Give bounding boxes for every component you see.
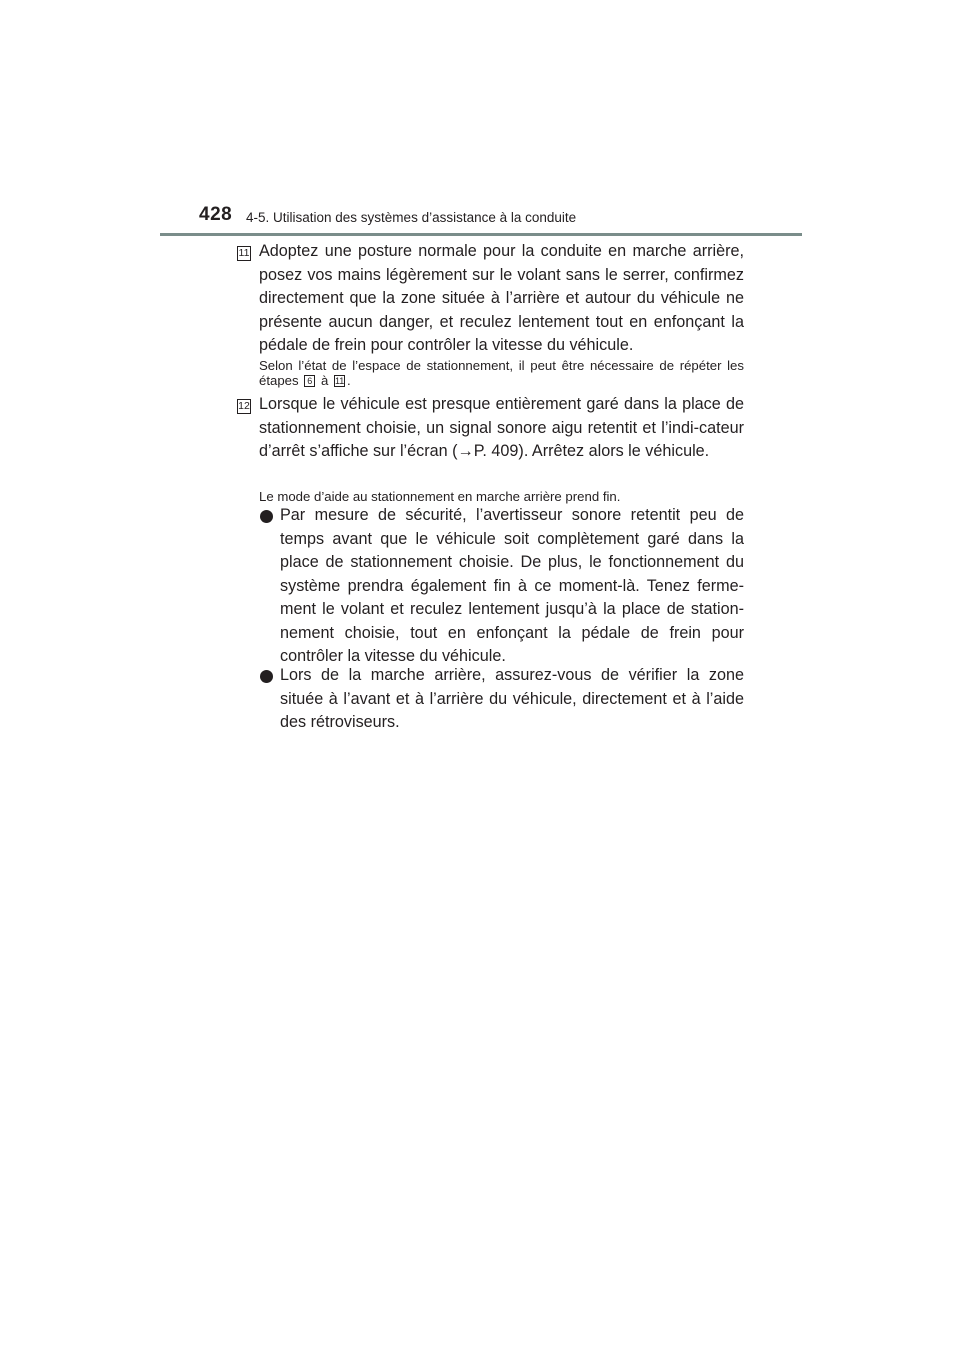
bullet-item: Lors de la marche arrière, assurez-vous de vérifier la zone située à l’avant et à l’arrière du véhicule, directement et à l’aide des rétroviseurs. [280,666,744,731]
page-number: 428 [199,204,233,225]
step-11-note-connector: à [320,373,329,388]
step-11-note [259,358,744,388]
step-11-marker: 11 [238,247,250,259]
bullet-dot-icon [260,670,273,683]
step-11-note-text: Selon l’état de l’espace de stationnement, il peut être nécessaire de répéter les étapes [259,358,744,388]
bullet-dot-icon [260,510,273,523]
step-11-text: Adoptez une posture normale pour la conduite en marche arrière, posez vos mains légèrement sur le volant sans le serrer, confirmez directement que la zone située à l’arrière et autour du véhicule ne présente aucun danger, et reculez lentement tout en enfonçant la pédale de frein pour contrôler la vitesse du véhicule. [259,242,744,354]
step-12-text-part1: Lorsque le véhicule est presque entièrement garé dans la place de stationnement choisie, un signal sonore aigu retentit et l’indi-cateur d’arrêt s’affiche sur l’écran ( [259,395,744,460]
step-11-note-period: . [346,373,351,388]
step-12-note: Le mode d’aide au stationnement en marche arrière prend fin. [259,489,621,504]
step-12-text [259,393,744,464]
arrow-icon: → [457,442,474,460]
step-12-text-part2: P. 409). Arrêtez alors le véhicule. [473,442,710,460]
page-header [197,204,802,234]
step-6-reference-marker: 6 [304,375,315,387]
section-title: 4-5. Utilisation des systèmes d’assistance à la conduite [246,210,577,225]
step-11-reference-marker: 11 [334,376,345,386]
step-12-marker: 12 [238,400,250,412]
header-divider [160,233,802,236]
bullet-item: Par mesure de sécurité, l’avertisseur sonore retentit peu de temps avant que le véhicule soit complètement garé dans la place de stationnement choisie. De plus, le fonctionnement du système prendra également fin à ce moment-là. Tenez ferme-ment le volant et reculez lentement jusqu’à la place de station-nement choisie, tout en enfonçant la pédale de frein pour contrôler la vitesse du véhicule. [280,506,744,665]
